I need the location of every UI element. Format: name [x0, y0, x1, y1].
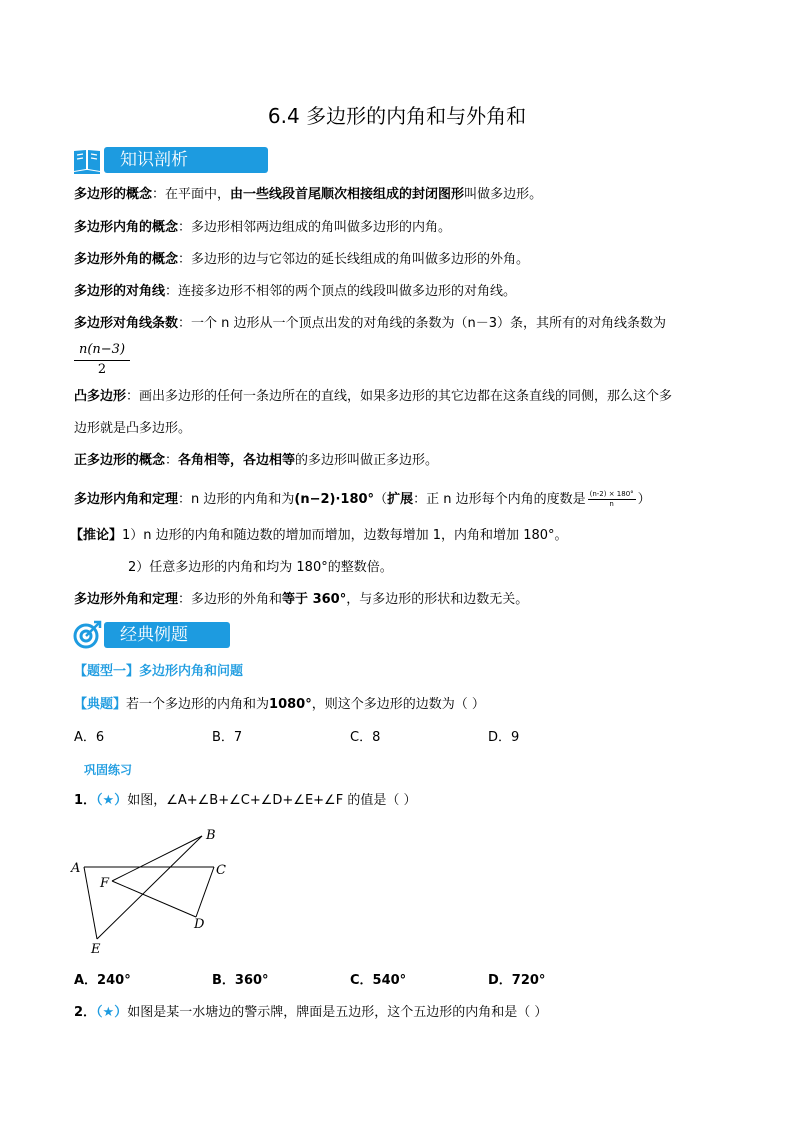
point-label-b: B: [206, 828, 216, 843]
question-1: 1．（★）如图，∠A+∠B+∠C+∠D+∠E+∠F 的值是（ ）: [74, 793, 417, 808]
segment-cd: [196, 867, 214, 917]
regular-angle-fraction: $\frac{(n-2) \times 180^\circ}{n}$: [589, 490, 634, 508]
concept-convex-cont: 边形就是凸多边形。: [74, 421, 192, 436]
segment-fb: [112, 836, 202, 881]
concept-polygon: 多边形的概念：在平面中，由一些线段首尾顺次相接组成的封闭图形叫做多边形。: [74, 187, 543, 202]
open-book-icon: [72, 145, 102, 175]
practice-label: 巩固练习: [84, 763, 133, 777]
segment-be: [97, 836, 202, 939]
interior-angle-theorem: 多边形内角和定理：n 边形的内角和为(n−2)·180°（扩展：正 n 边形每个内角的度数是 $\frac{(n-2) \times 180^\circ}{n}$ ）: [74, 490, 651, 508]
question-2: 2．（★）如图是某一水塘边的警示牌，牌面是五边形，这个五边形的内角和是（ ）: [74, 1005, 548, 1020]
point-label-f: F: [100, 876, 110, 891]
q1-option-d: D．720°: [488, 973, 546, 988]
q1-option-b: B．360°: [212, 973, 269, 988]
concept-regular: 正多边形的概念：各角相等，各边相等的多边形叫做正多边形。: [74, 453, 439, 468]
example-option-b: B．7: [212, 730, 243, 745]
concept-diagonal-count: 多边形对角线条数：一个 n 边形从一个顶点出发的对角线的条数为（n－3）条，其所有的对角线条数为: [74, 316, 667, 331]
corollary-2: 2）任意多边形的内角和均为 180°的整数倍。: [128, 560, 393, 575]
concept-diagonal: 多边形的对角线：连接多边形不相邻的两个顶点的线段叫做多边形的对角线。: [74, 284, 517, 299]
geometry-figure: [64, 826, 244, 958]
target-icon: [72, 620, 102, 650]
section-label: 经典例题: [104, 622, 230, 648]
concept-exterior-angle: 多边形外角的概念：多边形的边与它邻边的延长线组成的角叫做多边形的外角。: [74, 252, 530, 267]
concept-convex: 凸多边形：画出多边形的任何一条边所在的直线，如果多边形的其它边都在这条直线的同侧，那么这个多: [74, 389, 673, 404]
corollary-1: 【推论】1）n 边形的内角和随边数的增加而增加，边数每增加 1，内角和增加 180°。: [70, 528, 568, 543]
q1-option-a: A．240°: [74, 973, 131, 988]
star-icon: （★）: [96, 1005, 128, 1020]
page-title: 6.4 多边形的内角和与外角和: [267, 104, 527, 128]
section-label: 知识剖析: [104, 147, 268, 173]
example-option-d: D．9: [488, 730, 520, 745]
example-option-c: C．8: [350, 730, 381, 745]
segment-ea: [84, 867, 97, 939]
point-label-c: C: [216, 863, 226, 878]
point-label-d: D: [194, 917, 205, 932]
concept-interior-angle: 多边形内角的概念：多边形相邻两边组成的角叫做多边形的内角。: [74, 220, 452, 235]
example-option-a: A．6: [74, 730, 105, 745]
question-type-1: 【题型一】多边形内角和问题: [74, 664, 244, 679]
diagonal-count-fraction: $\frac{n(n-3)}{2}$: [74, 342, 130, 379]
exterior-angle-theorem: 多边形外角和定理：多边形的外角和等于 360°，与多边形的形状和边数无关。: [74, 592, 529, 607]
star-icon: （★）: [96, 793, 128, 808]
point-label-e: E: [91, 942, 101, 957]
point-label-a: A: [71, 861, 81, 876]
example-question: 【典题】若一个多边形的内角和为1080°，则这个多边形的边数为（ ）: [74, 697, 485, 712]
q1-option-c: C．540°: [350, 973, 407, 988]
